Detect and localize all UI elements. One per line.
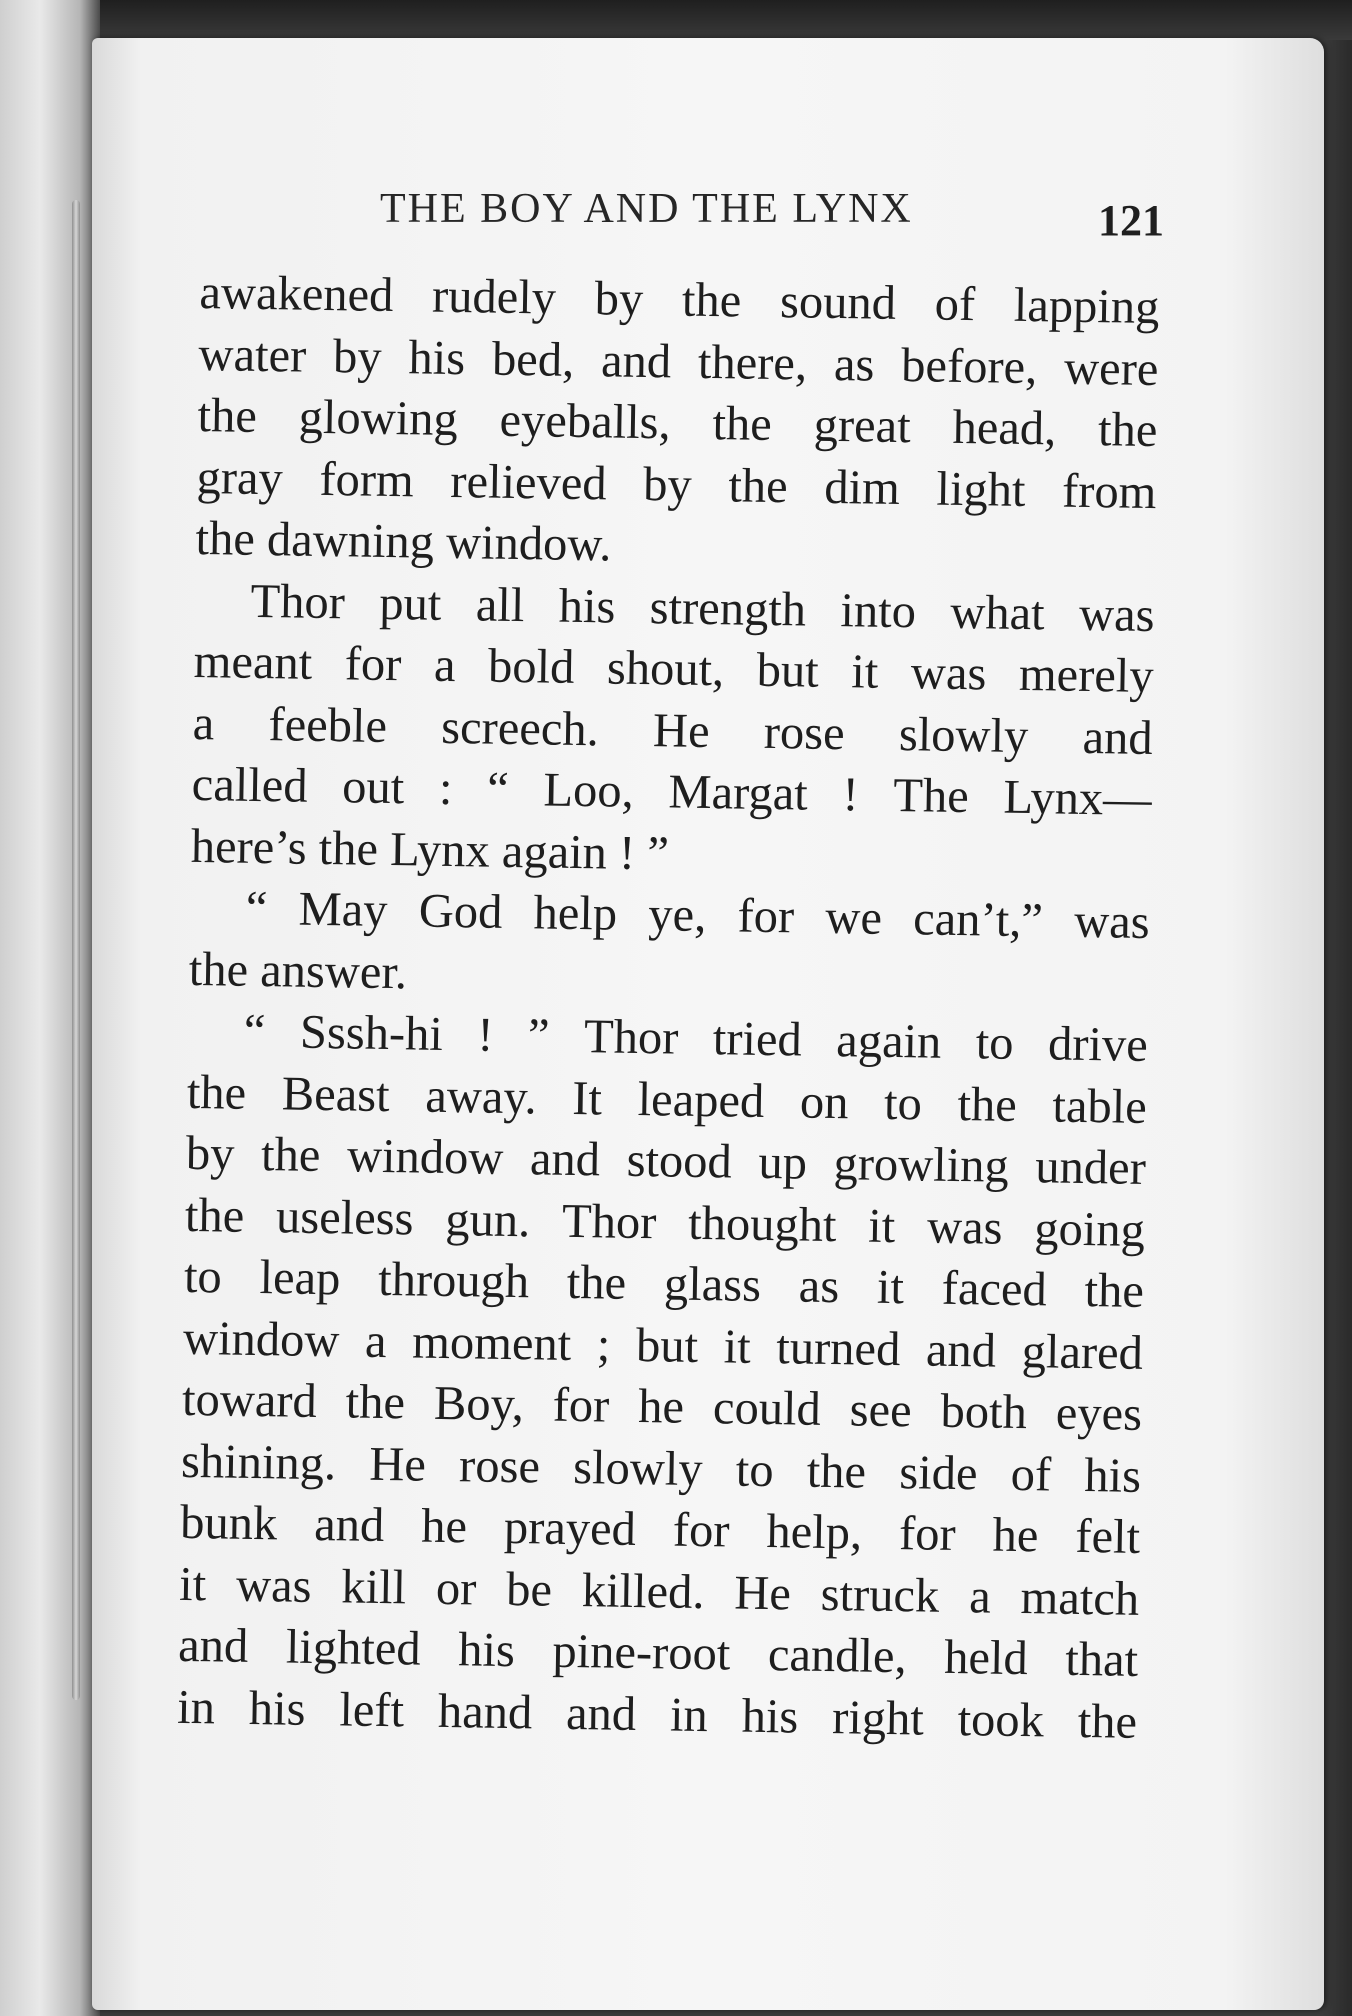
text-line: gray form relieved by the dim light from <box>196 450 1157 519</box>
spine-fold <box>72 200 80 1700</box>
text-line: toward the Boy, for he could see both eyes <box>181 1372 1143 1441</box>
text-line: meant for a bold shout, but it was merely <box>193 634 1155 704</box>
text-line: “ May God help ye, for we can’t,” was <box>245 881 1151 949</box>
paragraph <box>188 877 1150 1015</box>
page-number: 121 <box>1098 196 1164 245</box>
paragraph <box>177 1000 1148 1753</box>
text-line: the answer. <box>188 942 408 999</box>
text-line: Thor put all his strength into what was <box>250 574 1155 642</box>
text-line: the useless gun. Thor thought it was going <box>184 1188 1146 1257</box>
text-line: water by his bed, and there, as before, were <box>198 327 1159 396</box>
book-spine <box>0 0 100 2016</box>
text-line: awakened rudely by the sound of lapping <box>199 265 1160 335</box>
paragraph <box>190 569 1155 892</box>
scanner-background-right <box>1322 40 1352 2016</box>
text-line: a feeble screech. He rose slowly and <box>192 696 1154 765</box>
text-line: the dawning window. <box>195 511 612 572</box>
body-text <box>177 262 1160 1753</box>
text-line: the glowing eyeballs, the great head, the <box>197 388 1158 458</box>
text-line: in his left hand and in his right took the <box>176 1680 1138 1749</box>
paragraph <box>195 262 1160 585</box>
text-line: here’s the Lynx again ! ” <box>190 819 670 880</box>
text-line: window a moment ; but it turned and glared <box>182 1311 1144 1380</box>
text-line: called out : “ Loo, Margat ! The Lynx— <box>191 757 1153 827</box>
text-line: shining. He rose slowly to the side of his <box>180 1434 1142 1503</box>
text-line: by the window and stood up growling under <box>185 1126 1147 1195</box>
text-line: it was kill or be killed. He struck a match <box>178 1557 1140 1626</box>
text-line: to leap through the glass as it faced the <box>183 1249 1145 1318</box>
scanner-background-top <box>0 0 1352 40</box>
text-line: the Beast away. It leaped on to the table <box>186 1065 1148 1134</box>
running-head: THE BOY AND THE LYNX <box>380 186 913 232</box>
text-line: “ Sssh-hi ! ” Thor tried again to drive <box>243 1004 1149 1072</box>
text-line: and lighted his pine-root candle, held that <box>177 1618 1139 1687</box>
text-line: bunk and he prayed for help, for he felt <box>179 1495 1141 1564</box>
